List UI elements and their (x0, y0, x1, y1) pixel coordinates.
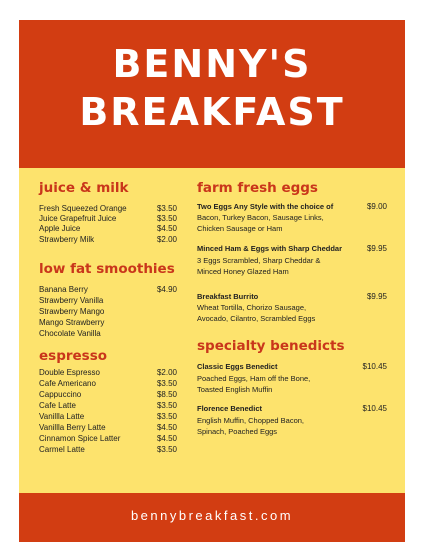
header-banner (19, 20, 405, 168)
menu-item-price: $8.50 (156, 390, 177, 399)
menu-item-price: $3.50 (156, 412, 177, 421)
title-line-1: BENNY'S (112, 42, 312, 86)
menu-item-name: Vanillla Latte (39, 412, 85, 421)
menu-item-price: $3.50 (156, 214, 177, 223)
menu-item-desc: Wheat Tortilla, Chorizo Sausage, (197, 303, 307, 312)
footer-banner (19, 493, 405, 542)
section-espresso-title: espresso (39, 348, 108, 364)
menu-item-name: Banana Berry (39, 285, 88, 294)
menu-item-name: Vanillla Berry Latte (39, 423, 106, 432)
section-benedicts-title: specialty benedicts (197, 338, 345, 354)
menu-item-name: Cafe Americano (39, 379, 96, 388)
menu-item-name: Juice Grapefruit Juice (39, 214, 117, 223)
menu-item-name: Apple Juice (39, 224, 81, 233)
menu-item-name: Strawberry Milk (39, 235, 95, 244)
menu-item-desc: Chicken Sausage or Ham (197, 224, 283, 233)
menu-item-price: $9.00 (366, 202, 387, 211)
menu-item-price: $3.50 (156, 379, 177, 388)
menu-item-name: Cinnamon Spice Latter (39, 434, 121, 443)
section-juice-title: juice & milk (39, 180, 129, 196)
menu-item-price: $4.50 (156, 434, 177, 443)
menu-item-title: Minced Ham & Eggs with Sharp Cheddar (197, 244, 343, 253)
menu-item-desc: 3 Eggs Scrambled, Sharp Cheddar & (197, 256, 321, 265)
menu-item-price: $3.50 (156, 445, 177, 454)
menu-item-name: Chocolate Vanilla (39, 329, 101, 338)
menu-item-name: Strawberry Vanilla (39, 296, 104, 305)
menu-item-name: Cappuccino (39, 390, 82, 399)
menu-item-price: $9.95 (366, 292, 387, 301)
menu-item-price: $3.50 (156, 204, 177, 213)
smoothies-price: $4.90 (156, 285, 177, 294)
menu-item-name: Carmel Latte (39, 445, 85, 454)
menu-item-desc: English Muffin, Chopped Bacon, (197, 416, 305, 425)
menu-item-price: $2.00 (156, 235, 177, 244)
menu-item-title: Florence Benedict (197, 404, 263, 413)
menu-item-name: Cafe Latte (39, 401, 76, 410)
menu-body (19, 168, 405, 493)
menu-item-desc: Poached Eggs, Ham off the Bone, (197, 374, 311, 383)
menu-item-name: Double Espresso (39, 368, 100, 377)
menu-item-desc: Avocado, Cilantro, Scrambled Eggs (197, 314, 316, 323)
menu-item-title: Classic Eggs Benedict (197, 362, 278, 371)
menu-item-desc: Toasted English Muffin (197, 385, 273, 394)
menu-item-name: Strawberry Mango (39, 307, 105, 316)
menu-item-title: Two Eggs Any Style with the choice of (197, 202, 334, 211)
menu-item-title: Breakfast Burrito (197, 292, 259, 301)
menu-item-price: $10.45 (362, 404, 387, 413)
menu-item-price: $9.95 (366, 244, 387, 253)
menu-item-price: $4.50 (156, 224, 177, 233)
menu-item-desc: Spinach, Poached Eggs (197, 427, 278, 436)
title-line-2: BREAKFAST (79, 90, 345, 134)
menu-item-desc: Bacon, Turkey Bacon, Sausage Links, (197, 213, 324, 222)
menu-item-price: $3.50 (156, 401, 177, 410)
menu-item-price: $2.00 (156, 368, 177, 377)
section-eggs-title: farm fresh eggs (197, 180, 318, 196)
menu-item-name: Fresh Squeezed Orange (39, 204, 127, 213)
menu-item-desc: Minced Honey Glazed Ham (197, 267, 289, 276)
menu-item-name: Mango Strawberry (39, 318, 105, 327)
footer-website: bennybreakfast.com (130, 508, 294, 523)
menu-item-price: $10.45 (362, 362, 387, 371)
menu-item-price: $4.50 (156, 423, 177, 432)
section-smoothies-title: low fat smoothies (39, 261, 175, 277)
